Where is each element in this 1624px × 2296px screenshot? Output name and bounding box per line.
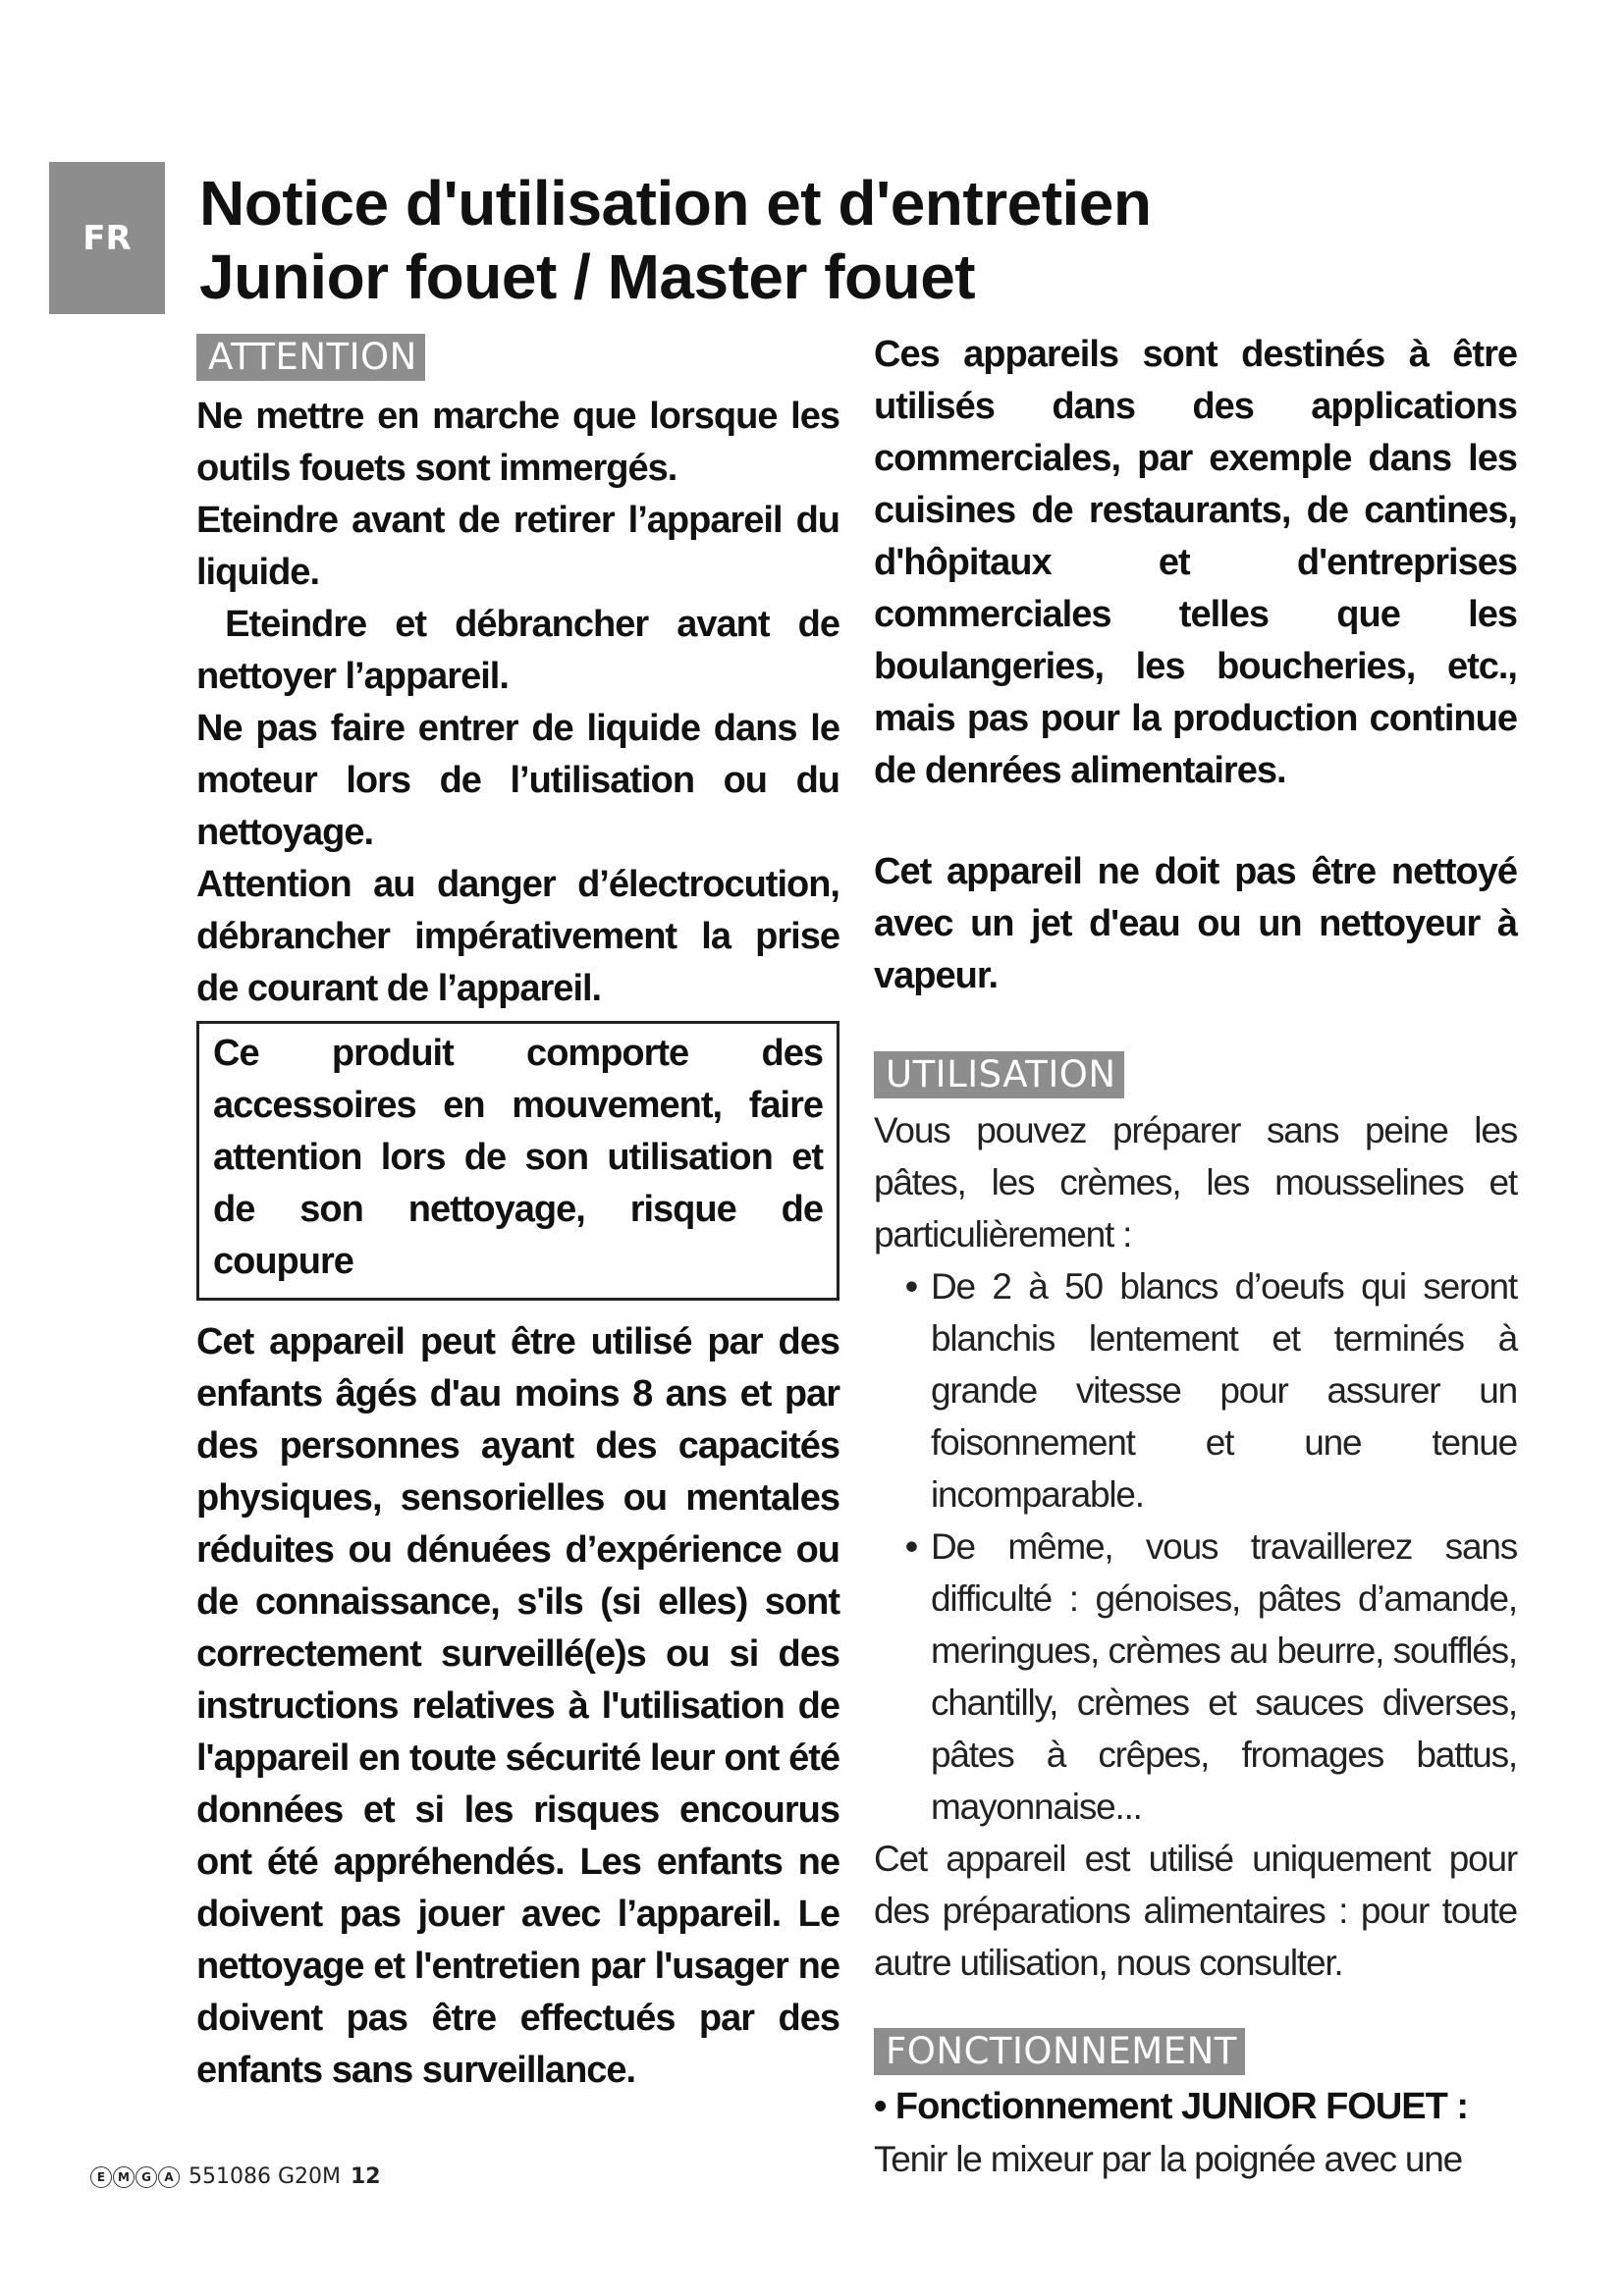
junior-text: Tenir le mixeur par la poignée avec une xyxy=(874,2139,1463,2179)
cut-risk-box xyxy=(196,1021,839,1301)
warning-3: Eteindre et débrancher avant de nettoyer l’appareil. xyxy=(196,604,849,697)
warning-2: Eteindre avant de retirer l’appareil du liquide. xyxy=(196,500,839,593)
cleaning-warning: Cet appareil ne doit pas être nettoyé avec un jet d'eau ou un nettoyeur à vapeur. xyxy=(874,851,1517,996)
warning-4: Ne pas faire entrer de liquide dans le moteur lors de l’utilisation ou du nettoyage. xyxy=(196,708,839,853)
title-line-1: Notice d'utilisation et d'entretien xyxy=(199,168,1152,239)
warning-5: Attention au danger d’électrocution, débrancher impérativement la prise de courant de l’appareil. xyxy=(196,864,839,1009)
title-line-2: Junior fouet / Master fouet xyxy=(199,241,976,312)
footer xyxy=(90,2164,381,2189)
right-column xyxy=(874,329,1517,2185)
utilisation-badge: UTILISATION xyxy=(874,1051,1124,1098)
language-tab: FR xyxy=(49,162,165,314)
logo-letter-g: G xyxy=(135,2166,157,2188)
warning-1: Ne mettre en marche que lorsque les outils fouets sont immergés. xyxy=(196,396,839,489)
attention-badge: ATTENTION xyxy=(196,334,425,381)
usage-note: Cet appareil est utilisé uniquement pour des préparations alimentaires : pour toute autre utilisation, nous consulter. xyxy=(874,1839,1517,1983)
logo-letter-m: M xyxy=(113,2166,135,2188)
list-item-text: De même, vous travaillerez sans difficulté : génoises, pâtes d’amande, meringues, crèmes au beurre, soufflés, chantilly, crèmes et sauces diverses, pâtes à crêpes, fromages battus, mayonnaise... xyxy=(931,1526,1517,1827)
cut-risk-text: Ce produit comporte des accessoires en mouvement, faire attention lors de son utilisation et de son nettoyage, risque de coupure xyxy=(213,1033,823,1282)
utilisation-list xyxy=(874,1260,1517,1833)
left-column xyxy=(196,334,849,2097)
emga-logo-icon xyxy=(90,2166,181,2188)
page-title xyxy=(199,167,1151,314)
document-code: 551086 G20M xyxy=(189,2164,341,2189)
list-item xyxy=(905,1260,1517,1521)
page-number: 12 xyxy=(351,2164,381,2189)
utilisation-intro: Vous pouvez préparer sans peine les pâtes, les crèmes, les mousselines et particulièrement : xyxy=(874,1110,1517,1255)
logo-letter-e: E xyxy=(90,2166,112,2188)
list-item xyxy=(905,1521,1517,1833)
list-item-text: De 2 à 50 blancs d’oeufs qui seront blanchis lentement et terminés à grande vitesse pour assurer un foisonnement et une tenue incomparable. xyxy=(931,1266,1517,1515)
junior-heading: • Fonctionnement JUNIOR FOUET : xyxy=(874,2086,1469,2127)
intro-paragraph: Ces appareils sont destinés à être utilisés dans des applications commerciales, par exemple dans les cuisines de restaurants, de cantines, d'hôpitaux et d'entreprises commerciales telles que les boulangeries, les boucheries, etc., mais pas pour la production continue de denrées alimentaires. xyxy=(874,334,1517,791)
children-warning: Cet appareil peut être utilisé par des enfants âgés d'au moins 8 ans et par des personnes ayant des capacités physiques, sensorielles ou mentales réduites ou dénuées d’expérience ou de connaissance, s'ils (si elles) sont correctement surveillé(e)s ou si des instructions relatives à l'utilisation de l'appareil en toute sécurité leur ont été données et si les risques encourus ont été appréhendés. Les enfants ne doivent pas jouer avec l’appareil. Le nettoyage et l'entretien par l'usager ne doivent pas être effectués par des enfants sans surveillance. xyxy=(196,1321,839,2091)
fonctionnement-badge: FONCTIONNEMENT xyxy=(874,2028,1245,2075)
logo-letter-a: A xyxy=(158,2166,180,2188)
bullet-icon: • xyxy=(905,1266,917,1307)
bullet-icon: • xyxy=(905,1526,917,1567)
